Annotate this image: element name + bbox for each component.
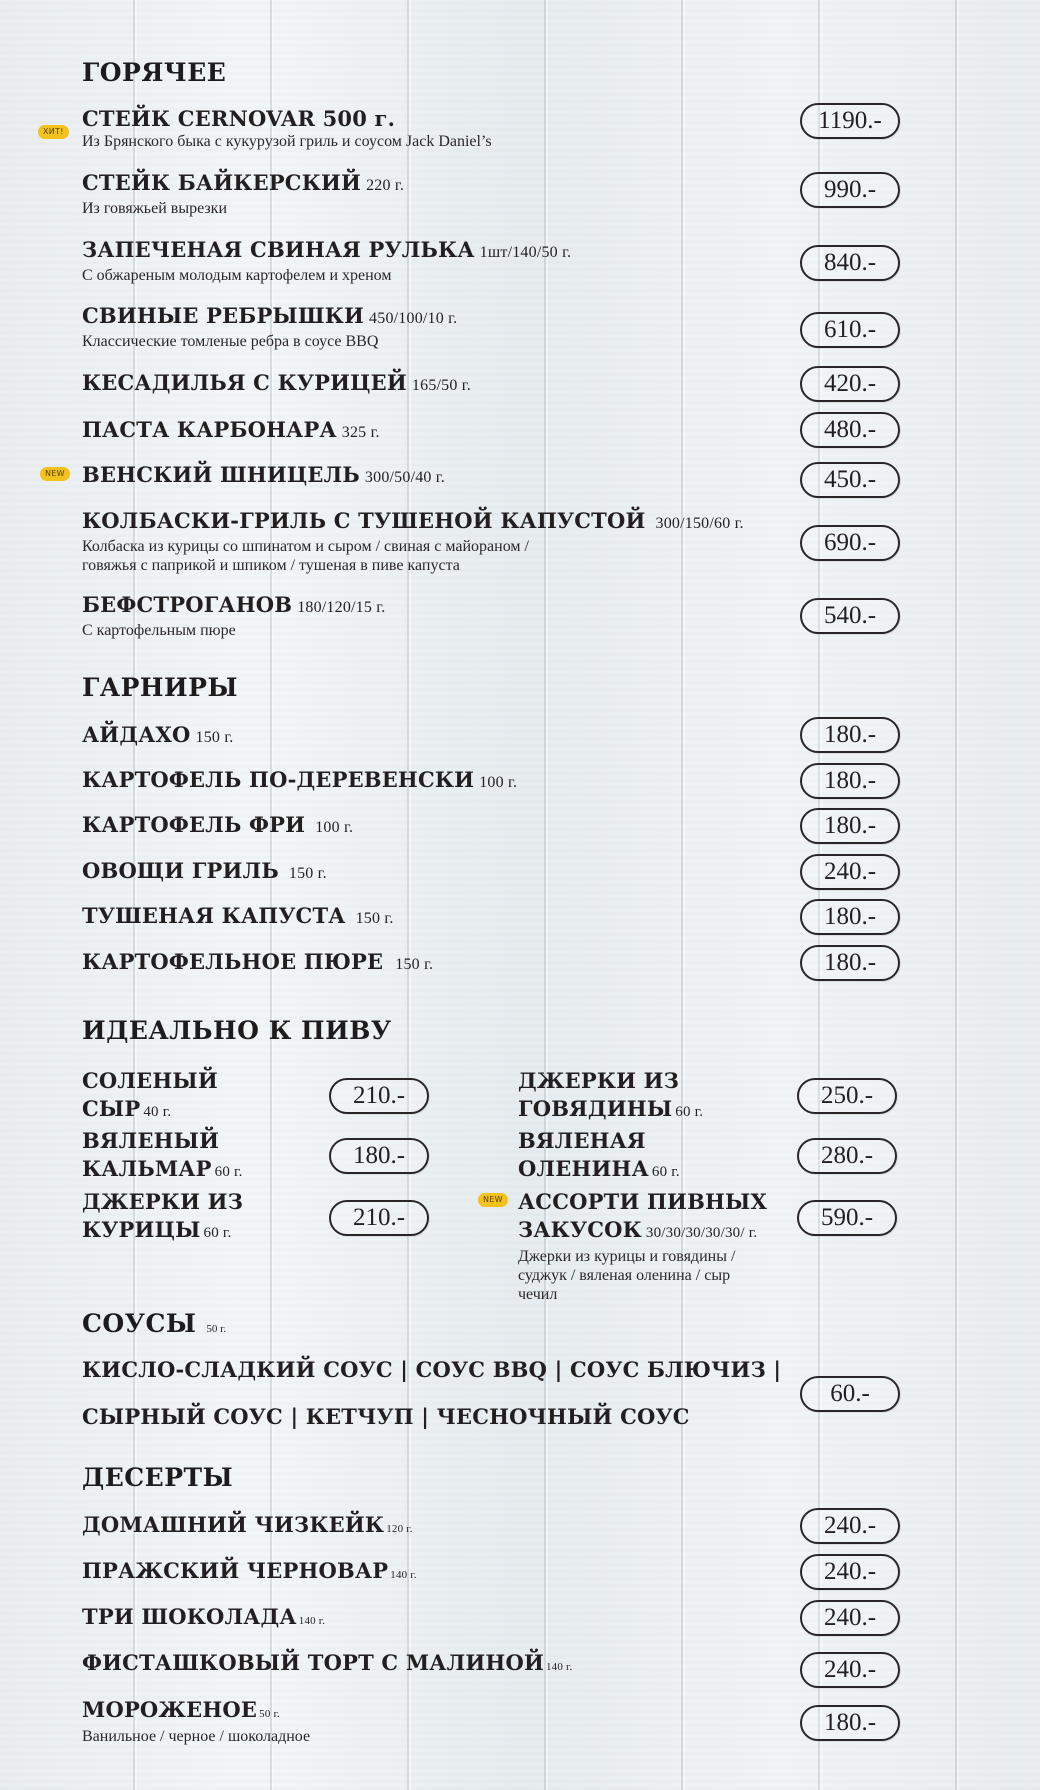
item-weight: 300/50/40 г. — [364, 469, 445, 486]
menu-item — [82, 237, 782, 285]
item-desc: Из говяжьей вырезки — [82, 200, 228, 217]
item-name: КАРТОФЕЛЬНОЕ ПЮРЕ — [82, 949, 384, 974]
item-weight: 150 г. — [288, 865, 327, 882]
menu-item — [82, 1127, 243, 1186]
menu-item — [82, 303, 782, 351]
hit-badge: ХИТ! — [38, 125, 69, 139]
item-name: ВЯЛЕНЫЙ — [82, 1128, 220, 1153]
price-tag: 240.- — [800, 1652, 900, 1688]
item-weight: 140 г. — [390, 1569, 417, 1581]
price-tag: 180.- — [800, 763, 900, 799]
item-weight: 40 г. — [143, 1104, 172, 1120]
new-badge: NEW — [478, 1193, 508, 1207]
menu-item — [82, 592, 782, 640]
price-tag: 250.- — [797, 1078, 897, 1114]
price-tag: 60.- — [800, 1376, 900, 1412]
price-tag: 280.- — [797, 1138, 897, 1174]
item-name: КАЛЬМАР — [82, 1156, 212, 1181]
price-tag: 1190.- — [800, 103, 900, 139]
item-desc: говяжья с паприкой и шпиком / тушеная в пиве капуста — [82, 557, 460, 574]
item-name: АЙДАХО — [82, 722, 191, 747]
section-title-hot: ГОРЯЧЕЕ — [82, 58, 227, 87]
menu-item — [82, 722, 782, 751]
item-name: СВИНЫЕ РЕБРЫШКИ — [82, 303, 365, 328]
item-name: СТЕЙК БАЙКЕРСКИЙ — [82, 170, 362, 195]
price-tag: 210.- — [329, 1200, 429, 1236]
menu-item — [82, 170, 782, 218]
price-tag: 240.- — [800, 1508, 900, 1544]
price-tag: 840.- — [800, 245, 900, 281]
item-name: ДЖЕРКИ ИЗ — [518, 1068, 680, 1093]
sauces-header — [82, 1309, 226, 1338]
item-weight: 60 г. — [675, 1104, 704, 1120]
item-name: ЗАКУСОК — [518, 1217, 642, 1242]
item-desc: Классические томленые ребра в соусе BBQ — [82, 333, 379, 350]
section-title-sauces: СОУСЫ — [82, 1309, 197, 1338]
price-tag: 610.- — [800, 312, 900, 348]
item-name: ФИСТАШКОВЫЙ ТОРТ С МАЛИНОЙ — [82, 1650, 544, 1675]
item-name: ГОВЯДИНЫ — [518, 1096, 673, 1121]
item-name: ПАСТА КАРБОНАРА — [82, 417, 337, 442]
menu-item — [518, 1067, 703, 1126]
item-name: ОВОЩИ ГРИЛЬ — [82, 858, 279, 883]
item-desc: Ванильное / черное / шоколадное — [82, 1728, 311, 1745]
price-tag: 180.- — [800, 717, 900, 753]
item-name: ТРИ ШОКОЛАДА — [82, 1604, 297, 1629]
item-name: ВЕНСКИЙ ШНИЦЕЛЬ — [82, 462, 360, 487]
menu-item — [82, 370, 782, 399]
item-weight: 100 г. — [315, 819, 354, 836]
item-weight: 450/100/10 г. — [369, 310, 458, 327]
menu-item — [82, 1512, 782, 1542]
price-tag: 590.- — [797, 1200, 897, 1236]
price-tag: 420.- — [800, 366, 900, 402]
item-name: ЗАПЕЧЕНАЯ СВИНАЯ РУЛЬКА — [82, 237, 475, 262]
sauces-list: СЫРНЫЙ СОУС | КЕТЧУП | ЧЕСНОЧНЫЙ СОУС — [82, 1404, 690, 1429]
item-name: СОЛЕНЫЙ — [82, 1068, 218, 1093]
menu-item — [518, 1127, 680, 1186]
menu-item — [82, 508, 782, 575]
price-tag: 240.- — [800, 854, 900, 890]
sauces-list: КИСЛО-СЛАДКИЙ СОУС | СОУС BBQ | СОУС БЛЮЧИЗ | — [82, 1357, 782, 1382]
item-name: МОРОЖЕНОЕ — [82, 1697, 258, 1722]
price-tag: 480.- — [800, 412, 900, 448]
menu-item — [82, 812, 782, 841]
item-name: СЫР — [82, 1096, 141, 1121]
item-weight: 100 г. — [479, 774, 518, 791]
item-desc: С обжареным молодым картофелем и хреном — [82, 267, 392, 284]
menu-item — [82, 858, 782, 887]
item-weight: 220 г. — [366, 177, 405, 194]
item-name: АССОРТИ ПИВНЫХ — [518, 1189, 767, 1214]
menu-item — [82, 1604, 782, 1634]
item-weight: 140 г. — [298, 1615, 326, 1627]
item-desc: чечил — [518, 1286, 558, 1303]
menu-item — [82, 767, 782, 796]
item-desc: С картофельным пюре — [82, 622, 236, 639]
item-name: ДОМАШНИЙ ЧИЗКЕЙК — [82, 1512, 385, 1537]
item-name: ПРАЖСКИЙ ЧЕРНОВАР — [82, 1558, 389, 1583]
item-name: КОЛБАСКИ-ГРИЛЬ С ТУШЕНОЙ КАПУСТОЙ — [82, 508, 646, 533]
price-tag: 240.- — [800, 1600, 900, 1636]
item-weight: 60 г. — [203, 1225, 232, 1241]
item-weight: 150 г. — [355, 910, 394, 927]
menu-item — [82, 462, 782, 491]
section-title-beer: ИДЕАЛЬНО К ПИВУ — [82, 1016, 392, 1045]
section-title-sides: ГАРНИРЫ — [82, 673, 239, 702]
item-name: ВЯЛЕНАЯ — [518, 1128, 646, 1153]
price-tag: 990.- — [800, 172, 900, 208]
item-weight: 180/120/15 г. — [297, 599, 386, 616]
price-tag: 240.- — [800, 1554, 900, 1590]
menu-item — [82, 949, 782, 978]
price-tag: 180.- — [329, 1138, 429, 1174]
price-tag: 180.- — [800, 808, 900, 844]
menu-item — [82, 1188, 243, 1247]
item-name: ТУШЕНАЯ КАПУСТА — [82, 903, 346, 928]
menu-item — [82, 903, 782, 932]
menu-item — [82, 1697, 782, 1746]
item-desc: Джерки из курицы и говядины / — [518, 1248, 736, 1265]
item-weight: 60 г. — [651, 1164, 680, 1180]
item-weight: 325 г. — [341, 424, 380, 441]
item-name: КЕСАДИЛЬЯ С КУРИЦЕЙ — [82, 370, 407, 395]
new-badge: NEW — [40, 467, 70, 481]
menu-item — [82, 1650, 782, 1680]
item-name: БЕФСТРОГАНОВ — [82, 592, 293, 617]
item-desc: Колбаска из курицы со шпинатом и сыром / свиная с майораном / — [82, 538, 529, 555]
price-tag: 180.- — [800, 899, 900, 935]
item-weight: 165/50 г. — [411, 377, 471, 394]
price-tag: 180.- — [800, 1705, 900, 1741]
item-weight: 140 г. — [545, 1661, 573, 1673]
item-name: ОЛЕНИНА — [518, 1156, 649, 1181]
menu-item — [82, 417, 782, 446]
item-weight: 1шт/140/50 г. — [479, 244, 572, 261]
item-name: СТЕЙК CERNOVAR 500 г. — [82, 106, 396, 131]
price-tag: 540.- — [800, 598, 900, 634]
item-name: КАРТОФЕЛЬ ПО-ДЕРЕВЕНСКИ — [82, 767, 475, 792]
price-tag: 690.- — [800, 525, 900, 561]
item-desc: Из Брянского быка с кукурузой гриль и соусом Jack Daniel’s — [82, 133, 492, 150]
menu-item — [82, 1067, 218, 1126]
item-name: КУРИЦЫ — [82, 1217, 201, 1242]
price-tag: 210.- — [329, 1078, 429, 1114]
item-weight: 60 г. — [214, 1164, 243, 1180]
item-name: ДЖЕРКИ ИЗ — [82, 1189, 244, 1214]
menu-item — [82, 106, 782, 151]
section-title-desserts: ДЕСЕРТЫ — [82, 1463, 234, 1492]
item-weight: 300/150/60 г. — [655, 515, 744, 532]
item-weight: 120 г. — [386, 1523, 413, 1535]
item-desc: суджук / вяленая оленина / сыр — [518, 1267, 731, 1284]
price-tag: 450.- — [800, 462, 900, 498]
item-weight: 50 г. — [259, 1708, 280, 1720]
item-weight: 30/30/30/30/30/ г. — [645, 1225, 758, 1241]
menu-item — [82, 1558, 782, 1588]
item-weight: 150 г. — [395, 956, 434, 973]
section-weight: 50 г. — [206, 1323, 227, 1335]
price-tag: 180.- — [800, 945, 900, 981]
item-name: КАРТОФЕЛЬ ФРИ — [82, 812, 306, 837]
menu-item — [518, 1188, 767, 1304]
item-weight: 150 г. — [195, 729, 234, 746]
